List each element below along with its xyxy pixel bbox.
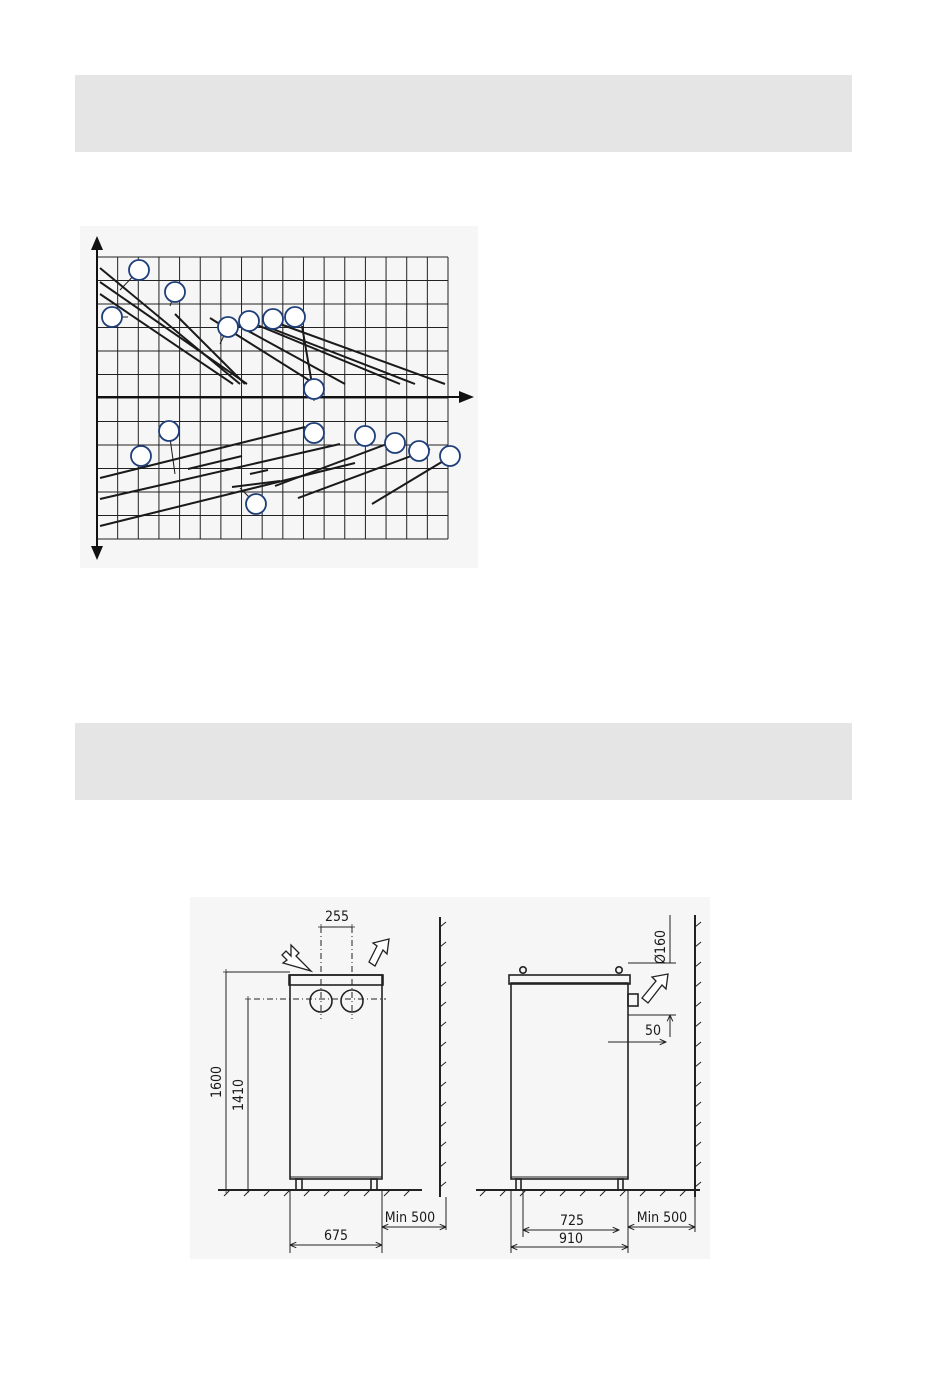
callout-circle [304,379,324,399]
callout-circle [239,311,259,331]
dim-label-50: 50 [644,1023,662,1039]
dim-label-1410: 1410 [231,1078,247,1112]
callout-circle [246,494,266,514]
callout-circle [385,433,405,453]
dim-label-255: 255 [324,909,350,925]
callout-circle [440,446,460,466]
dim-label-725: 725 [559,1213,585,1229]
dimension-drawing [190,897,710,1259]
dim-label-side-min500: Min 500 [636,1210,688,1226]
dim-label-front-min500: Min 500 [384,1210,436,1226]
callout-circle [263,309,283,329]
performance-chart [80,226,478,568]
section-header-band-2 [75,723,852,800]
drawing-background [190,897,710,1259]
callout-circle [129,260,149,280]
callout-circle [165,282,185,302]
callout-circle [409,441,429,461]
callout-circle [102,307,122,327]
dim-label-flue-diameter: Ø160 [653,930,669,964]
dim-label-1600: 1600 [209,1065,225,1099]
callout-circle [304,423,324,443]
dim-label-910: 910 [558,1231,584,1247]
callout-circle [159,421,179,441]
callout-circle [218,317,238,337]
dim-label-675: 675 [323,1228,349,1244]
callout-circle [131,446,151,466]
callout-circle [355,426,375,446]
section-header-band-1 [75,75,852,152]
callout-circle [285,307,305,327]
